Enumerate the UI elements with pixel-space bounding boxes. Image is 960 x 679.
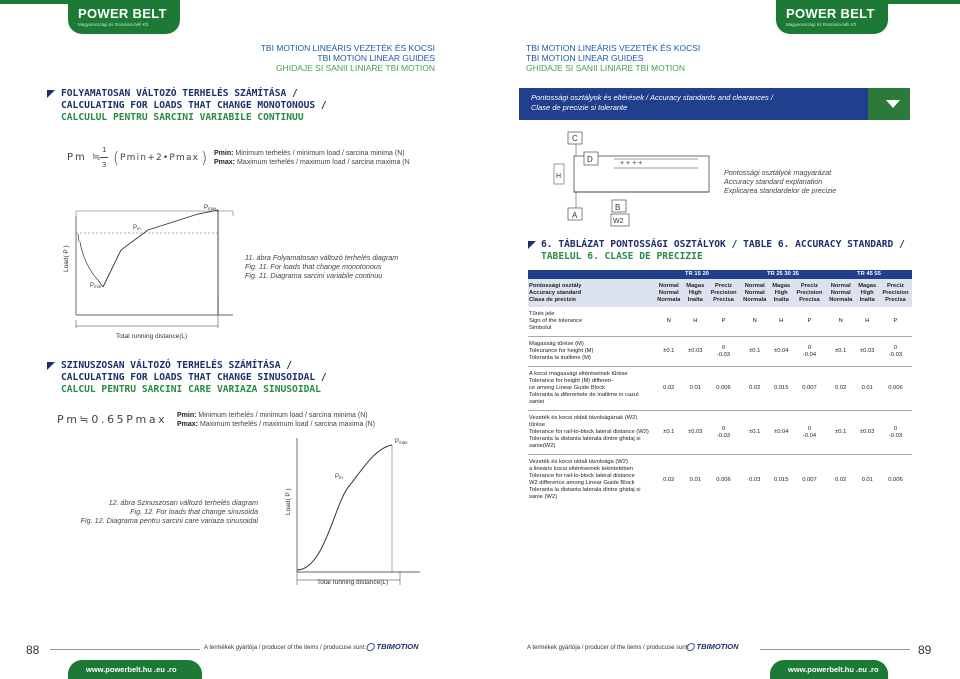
table-cell: ±0.04 <box>770 337 794 367</box>
dim-a: A <box>572 211 578 220</box>
svg-text:Pmax <box>204 205 217 211</box>
website-link-right[interactable]: www.powerbelt.hu .eu .ro <box>770 660 888 679</box>
title-line: CALCULATING FOR LOADS THAT CHANGE MONOTONOUS / <box>61 100 327 111</box>
class-header-line: Precision <box>710 289 737 296</box>
title-line: FOLYAMATOSAN VÁLTOZÓ TERHELÉS SZÁMÍTÁSA / <box>61 88 298 99</box>
group-header: TR 25 30 35 <box>740 270 826 279</box>
class-header-line: Normal <box>830 289 851 296</box>
chevron-down-icon <box>886 100 900 108</box>
class-header <box>855 279 879 307</box>
row-label-line: Vezeték és kocsi oldali távolságának (W2) tűrése <box>529 415 638 428</box>
table-cell: 0.015 <box>770 367 794 411</box>
caption-line: 11. ábra Folyamatosan változó terhelés diagram <box>245 253 399 262</box>
svg-text:Pm <box>133 225 141 231</box>
table-cell: ±0.1 <box>740 411 770 455</box>
table-cell: 0.01 <box>684 367 708 411</box>
brand-logo-right <box>776 0 888 34</box>
pmin-value: Minimum terhelés / minimum load / sarcina minima (N) <box>235 150 405 157</box>
table-cell: 0.006 <box>879 367 912 411</box>
class-header-line: Preciz <box>886 282 905 289</box>
caption-line: Fig. 12. For loads that change sinusoida <box>130 507 258 516</box>
accuracy-band <box>519 88 884 120</box>
brand-logo-left <box>68 0 180 34</box>
table-cell: P <box>807 318 812 324</box>
row-label <box>528 411 654 455</box>
header-line: TBI MOTION LINEÁRIS VEZETÉK ÉS KOCSI <box>526 43 701 53</box>
formula-num: 1 <box>102 146 107 154</box>
row-label-line: Tolerance for height (M) differen- <box>529 378 613 384</box>
header-left <box>261 43 435 73</box>
website-link-left[interactable]: www.powerbelt.hu .eu .ro <box>68 660 202 679</box>
class-header-line: Normala <box>829 296 853 303</box>
title-line: SZINUSZOSAN VÁLTOZÓ TERHELÉS SZÁMÍTÁSA / <box>61 360 293 371</box>
table-cell: ±0.04 <box>770 411 794 455</box>
class-header <box>684 279 708 307</box>
table-cell: 0.01 <box>855 455 879 506</box>
table-cell: ±0.1 <box>826 337 856 367</box>
pmax-sub: max <box>399 440 408 445</box>
class-header-line: Inalta <box>859 296 875 303</box>
class-header-line: Inalta <box>773 296 789 303</box>
class-header-line: Precisa <box>885 296 906 303</box>
fig12-caption <box>60 498 258 525</box>
table-cell: 0.007 <box>793 455 826 506</box>
table6-title <box>541 239 905 263</box>
class-header-line: Preciz <box>714 282 733 289</box>
table-cell: N <box>752 318 757 324</box>
section-title-sinusoidal <box>61 360 327 396</box>
row-label-line: Magasság tűrése (M) <box>529 341 584 347</box>
corner-cell <box>528 270 654 279</box>
brand-tagline: Magyarországi és Románia-béli Kft. <box>786 22 858 27</box>
row-label-line: Tűrés jele <box>529 311 555 317</box>
class-header-line: Precision <box>796 289 823 296</box>
table-cell: ±0.1 <box>740 337 770 367</box>
class-header-line: Precisa <box>713 296 734 303</box>
table-cell: 0.006 <box>879 455 912 506</box>
pm-label: P <box>133 225 138 231</box>
class-header <box>826 279 856 307</box>
class-header <box>770 279 794 307</box>
sub-label-line: Pontossági osztály <box>529 282 582 289</box>
row-label-line: Vezeték és kocsi oldali távolsága (W2) <box>529 459 628 465</box>
class-header <box>707 279 740 307</box>
table-cell: 0.01 <box>855 367 879 411</box>
row-label-line: Toleranta la diferentele de inaltime in cazul saniei <box>529 392 639 405</box>
row-label-line: a lineáris kocsi eltéréseinek tekintetében <box>529 466 634 472</box>
header-line: GHIDAJE SI SANII LINIARE TBI MOTION <box>275 63 435 73</box>
pmax-label: P <box>395 439 400 445</box>
group-header: TR 15 20 <box>654 270 740 279</box>
table-row <box>528 337 912 367</box>
table-cell: 0 -0.03 <box>879 411 912 455</box>
page-number-right: 89 <box>918 643 932 657</box>
row-label <box>528 337 654 367</box>
row-label-line: Toleranta la distanta laterala dintre ghidaj si sanie(W2) <box>529 436 641 449</box>
fig11-caption <box>245 253 398 280</box>
table-cell: 0 -0.04 <box>793 411 826 455</box>
producer-left: A termékek gyártója / producer of the items / producuse sunt: <box>204 645 367 651</box>
title-line: 6. TÁBLÁZAT PONTOSSÁGI OSZTÁLYOK / TABLE 6. ACCURACY STANDARD / <box>541 239 905 250</box>
header-line: GHIDAJE SI SANII LINIARE TBI MOTION <box>526 63 686 73</box>
left-top-bar <box>0 0 68 4</box>
pmin-key: Pmin: <box>177 412 197 419</box>
table-cell: ±0.03 <box>684 337 708 367</box>
svg-text:+ + + +: + + + + <box>620 160 643 167</box>
formula-den: 3 <box>102 161 107 169</box>
x-axis-label: Total running distance(L) <box>116 333 188 340</box>
svg-text:Pmax <box>395 439 408 445</box>
pmax-key: Pmax: <box>177 421 199 428</box>
class-header-line: Magas <box>858 282 877 289</box>
pmax-value: Maximum terhelés / maximum load / sarcina maxima (N) <box>199 421 376 428</box>
sub-label-line: Clasa de precizie <box>529 296 577 303</box>
table-cell: 0.02 <box>826 367 856 411</box>
expl-line: Explicarea standardelor de precizie <box>724 186 837 195</box>
class-header-line: Normal <box>744 282 765 289</box>
class-header <box>654 279 684 307</box>
row-label-line: Toleurance for height (M) <box>529 348 594 354</box>
header-right <box>526 43 700 73</box>
formula-body: Pmin+2•Pmax <box>120 153 200 163</box>
table-cell: H <box>865 318 870 324</box>
dim-c: C <box>572 134 578 143</box>
accuracy-table <box>528 270 912 505</box>
pmin-sub: min <box>94 284 102 289</box>
table-cell: 0.02 <box>826 455 856 506</box>
sub-label-line: Accuracy standard <box>529 289 582 296</box>
row-label <box>528 367 654 411</box>
expl-line: Accuracy standard explanation <box>724 177 823 186</box>
page-number-left: 88 <box>26 643 40 657</box>
pmin-key: Pmin: <box>214 150 234 157</box>
formula-monotonous: Pm ≒ 1 3 ( Pmin+2•Pmax ) <box>67 146 208 169</box>
group-header: TR 45 55 <box>826 270 912 279</box>
load-curve <box>103 210 218 315</box>
class-header <box>879 279 912 307</box>
caption-line: Fig. 12. Diagrama pentru sarcini care variaza sinusoidal <box>80 516 258 525</box>
row-label-line: W2 difference among Linear Guide Block <box>529 480 635 486</box>
table-cell: 0.02 <box>740 367 770 411</box>
class-header-line: Precisa <box>799 296 820 303</box>
tbi-text: TBIMOTION <box>696 642 739 651</box>
header-line: TBI MOTION LINEAR GUIDES <box>317 53 435 63</box>
caption-line: 12. ábra Szinuszosan változó terhelés diagram <box>108 498 258 507</box>
row-label-line: ce among Linear Guide Block <box>529 385 606 391</box>
class-header-line: Normala <box>657 296 681 303</box>
class-header-line: Normal <box>658 289 679 296</box>
section-title-monotonous <box>61 88 327 124</box>
brand-tagline: Magyarországi és Románia-béli Kft. <box>78 22 150 27</box>
title-line: CALCULATING FOR LOADS THAT CHANGE SINUSOIDAL / <box>61 372 327 383</box>
tbi-logo-right: ◯ TBIMOTION <box>686 642 739 651</box>
class-header-line: Normal <box>744 289 765 296</box>
band-line: Pontossági osztályok és eltérések / Accuracy standards and clearances / <box>531 93 773 102</box>
y-axis-label: Load( P ) <box>63 245 70 272</box>
row-label <box>528 307 654 337</box>
brand-name: POWER BELT <box>786 6 875 21</box>
dim-w2: W2 <box>613 218 624 225</box>
pmax-value: Maximum terhelés / maximum load / sarcina maxima (N <box>236 159 410 166</box>
class-header-line: High <box>688 289 702 296</box>
table-cell: ±0.03 <box>855 337 879 367</box>
table-cell: 0.02 <box>654 455 684 506</box>
table-cell: N <box>838 318 843 324</box>
section-marker-icon <box>47 362 55 370</box>
title-line: CALCULUL PENTRU SARCINI VARIABILE CONTINUU <box>61 112 304 123</box>
class-header <box>740 279 770 307</box>
table-cell: H <box>779 318 784 324</box>
right-top-bar <box>888 0 960 4</box>
section-marker-icon <box>47 90 55 98</box>
table-cell: 0 -0.03 <box>879 337 912 367</box>
accuracy-explanation <box>724 168 836 195</box>
table-cell: 0.006 <box>707 455 740 506</box>
table-row <box>528 307 912 337</box>
header-line: TBI MOTION LINEAR GUIDES <box>526 53 644 63</box>
class-header-line: Magas <box>686 282 705 289</box>
pm-sub: m <box>339 475 343 480</box>
class-header-line: High <box>860 289 874 296</box>
table-cell: N <box>666 318 671 324</box>
row-label-line: Tolerance for rail-to-block lateral distance (W2) <box>529 429 649 435</box>
table-cell: 0.007 <box>793 367 826 411</box>
fig12-chart <box>280 430 440 590</box>
table-cell: 0.015 <box>770 455 794 506</box>
sub-label <box>528 279 654 307</box>
fig11-chart <box>58 200 243 342</box>
table-cell: ±0.03 <box>684 411 708 455</box>
class-header-line: Preciz <box>800 282 819 289</box>
producer-right: A termékek gyártója / producer of the items / producuse sunt: <box>527 645 690 651</box>
pdef2 <box>177 411 375 429</box>
table-cell: 0.01 <box>684 455 708 506</box>
table-cell: 0 -0.03 <box>707 411 740 455</box>
pmax-key: Pmax: <box>214 159 236 166</box>
table-cell: ±0.1 <box>826 411 856 455</box>
class-header-line: Normal <box>830 282 851 289</box>
guide-diagram <box>548 128 718 230</box>
dim-d: D <box>587 155 593 164</box>
caption-line: Fig. 11. Diagrama sarcini variabile continuu <box>245 271 383 280</box>
x-axis-label: Total running distance(L) <box>317 579 389 586</box>
table-cell: 0.006 <box>707 367 740 411</box>
row-label-line: Toleranta la distanta laterala dintre ghidaj si sanie (W2) <box>529 487 641 500</box>
dim-b: B <box>615 203 621 212</box>
dim-h: H <box>556 173 562 180</box>
table-cell: 0 -0.03 <box>707 337 740 367</box>
band-line: Clase de precizie si tolerante <box>531 103 628 112</box>
row-label-line: Simbolul <box>529 325 552 331</box>
table-cell: P <box>721 318 726 324</box>
svg-text:Pmin <box>90 283 102 289</box>
row-label-line: Sign of the tolerance <box>529 318 583 324</box>
load-curve <box>297 445 392 570</box>
title-line: TABELUL 6. CLASE DE PRECIZIE <box>541 251 703 262</box>
table-cell: ±0.1 <box>654 337 684 367</box>
caption-line: Fig. 11. For loads that change monotonous <box>245 262 382 271</box>
tbi-logo-left: ◯ TBIMOTION <box>366 642 419 651</box>
pmax-sub: max <box>208 206 217 211</box>
pm-label: P <box>335 474 340 480</box>
table-row <box>528 367 912 411</box>
table-cell: ±0.1 <box>654 411 684 455</box>
row-label-line: A kocsi magassági eltéréseinek tűrése <box>529 371 628 377</box>
class-header-line: High <box>774 289 788 296</box>
expl-line: Pontossági osztályok magyarázat <box>724 168 832 177</box>
row-label-line: Toleranta la inaltime (M) <box>529 355 591 361</box>
pmin-value: Minimum terhelés / minimum load / sarcina minima (N) <box>198 412 368 419</box>
title-line: CALCUL PENTRU SARCINI CARE VARIAZA SINUSOIDAL <box>61 384 321 395</box>
table-cell: 0 -0.04 <box>793 337 826 367</box>
tbi-text: TBIMOTION <box>376 642 419 651</box>
row-label <box>528 455 654 506</box>
row-label-line: Tolerance for rail-to-block lateral distance <box>529 473 635 479</box>
formula-sinusoidal: Pm≒0.65Pmax <box>57 413 168 426</box>
pmin-label: P <box>90 283 95 289</box>
table-row <box>528 411 912 455</box>
table-cell: 0.02 <box>654 367 684 411</box>
table-cell: P <box>893 318 898 324</box>
pm-sub: m <box>137 226 141 231</box>
section-marker-icon <box>528 241 536 249</box>
svg-text:Pm <box>335 474 343 480</box>
pmax-label: P <box>204 205 209 211</box>
formula-lhs: Pm ≒ <box>67 152 103 163</box>
y-axis-label: Load( P ) <box>285 488 292 515</box>
class-header-line: Precision <box>882 289 909 296</box>
table-cell: ±0.03 <box>855 411 879 455</box>
class-header-line: Inalta <box>687 296 703 303</box>
header-line: TBI MOTION LINEÁRIS VEZETÉK ÉS KOCSI <box>260 43 435 53</box>
pdef1 <box>214 149 410 167</box>
table-cell: H <box>693 318 698 324</box>
class-header-line: Normala <box>743 296 767 303</box>
class-header <box>793 279 826 307</box>
brand-name: POWER BELT <box>78 6 167 21</box>
class-header-line: Magas <box>772 282 791 289</box>
class-header-line: Normal <box>658 282 679 289</box>
table-cell: 0.03 <box>740 455 770 506</box>
table-row <box>528 455 912 506</box>
